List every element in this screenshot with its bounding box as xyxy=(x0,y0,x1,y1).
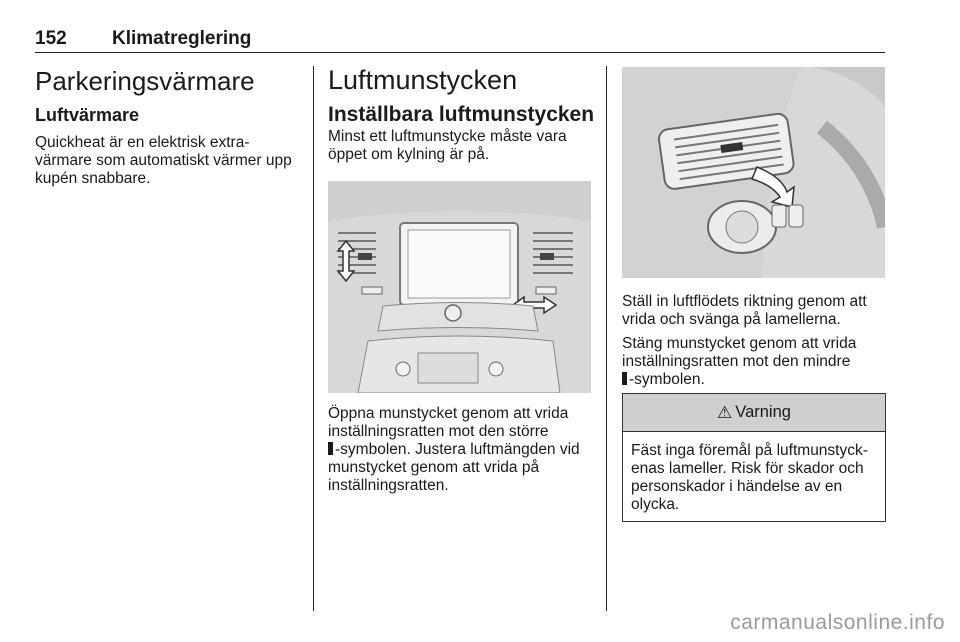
column-divider-right xyxy=(606,66,607,611)
column-divider-left xyxy=(313,66,314,611)
text-line: kupén snabbare. xyxy=(35,170,151,187)
text-line: Stäng munstycket genom att vrida xyxy=(622,335,857,352)
section-heading: Luftmunstycken xyxy=(328,65,518,95)
text-line: -symbolen. xyxy=(629,371,705,388)
column-2 xyxy=(328,64,600,164)
intro-paragraph xyxy=(328,128,600,164)
warning-title: Varning xyxy=(735,403,791,421)
warning-triangle-icon: ⚠ xyxy=(717,402,733,422)
page-number: 152 xyxy=(35,28,67,49)
side-vent-illustration xyxy=(622,67,885,278)
small-vent-symbol-icon xyxy=(622,372,627,385)
column-1 xyxy=(35,66,305,188)
text-line: inställningsratten mot den större xyxy=(328,423,549,440)
text-line: -symbolen. Justera luftmängden vid xyxy=(335,441,580,458)
section-heading: Parkeringsvärmare xyxy=(35,66,255,96)
text-line: Quickheat är en elektrisk extra- xyxy=(35,134,250,151)
text-line: enas lameller. Risk för skador och xyxy=(631,460,864,477)
text-line: Minst ett luftmunstycke måste vara xyxy=(328,128,567,145)
text-line: olycka. xyxy=(631,496,680,513)
paragraph xyxy=(35,134,305,188)
chapter-title: Klimatreglering xyxy=(112,28,252,49)
watermark: carmanualsonline.info xyxy=(730,611,945,634)
column-3-body xyxy=(622,293,887,389)
side-vent-drawing xyxy=(622,67,885,278)
text-line: personskador i händelse av en xyxy=(631,478,843,495)
subsection-heading: Luftvärmare xyxy=(35,105,140,125)
text-line: Fäst inga föremål på luftmunstyck- xyxy=(631,442,868,459)
subsection-heading: Inställbara luftmunstycken xyxy=(328,103,595,126)
dashboard-vents-illustration xyxy=(328,181,591,393)
page-header xyxy=(35,28,885,53)
text-line: vrida och svänga på lamellerna. xyxy=(622,311,841,328)
large-vent-symbol-icon xyxy=(328,442,333,455)
text-line: Ställ in luftflödets riktning genom att xyxy=(622,293,867,310)
text-line-with-symbol xyxy=(622,371,887,389)
text-line: inställningsratten. xyxy=(328,477,449,494)
text-line: Öppna munstycket genom att vrida xyxy=(328,405,569,422)
dashboard-vents-drawing xyxy=(328,181,591,393)
text-line-with-symbol xyxy=(328,441,600,459)
warning-header xyxy=(623,394,885,432)
text-line: värmare som automatiskt värmer upp xyxy=(35,152,292,169)
warning-body xyxy=(623,432,885,524)
warning-box xyxy=(622,393,886,522)
text-line: inställningsratten mot den mindre xyxy=(622,353,851,370)
text-line: öppet om kylning är på. xyxy=(328,146,490,163)
text-line: munstycket genom att vrida på xyxy=(328,459,540,476)
column-2-body xyxy=(328,405,600,495)
